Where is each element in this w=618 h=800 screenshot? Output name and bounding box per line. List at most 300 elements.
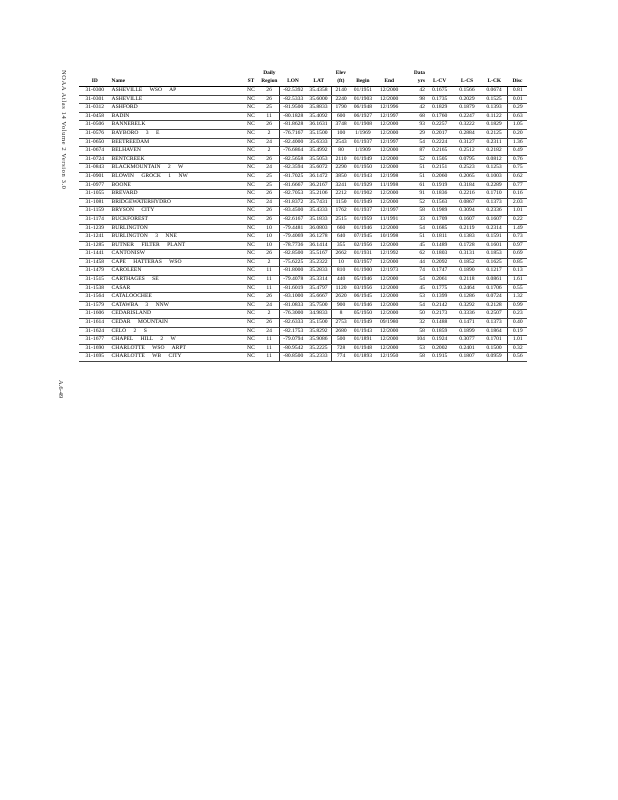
l-ck-value: 0.1003: [481, 172, 508, 181]
data-end: 12/1997: [376, 207, 403, 216]
data-begin: 01/1929: [350, 181, 375, 190]
disc-value: 0.16: [508, 190, 527, 199]
table-row: [79, 293, 527, 302]
station-lat: 35.6000: [306, 95, 331, 104]
l-ck-value: 0.1500: [481, 344, 508, 353]
l-ck-value: 0.2289: [481, 181, 508, 190]
station-id: 31-1606: [79, 310, 111, 319]
disc-value: 1.05: [508, 121, 527, 130]
daily-region: 26: [259, 95, 280, 104]
data-begin: 01/1943: [350, 172, 375, 181]
station-state: NC: [243, 301, 259, 310]
disc-value: 1.01: [508, 336, 527, 345]
station-lat: 35.7431: [306, 198, 331, 207]
station-id: 31-1174: [79, 215, 111, 224]
l-cs-value: 0.1728: [453, 241, 480, 250]
station-state: NC: [243, 164, 259, 173]
station-id: 31-1081: [79, 198, 111, 207]
l-ck-value: 0.0959: [481, 353, 508, 362]
data-end: 12/1973: [376, 267, 403, 276]
table-row: [79, 164, 527, 173]
data-years: 61: [403, 181, 426, 190]
station-state: NC: [243, 181, 259, 190]
station-lon: -81.6019: [280, 284, 306, 293]
station-id: 31-0977: [79, 181, 111, 190]
station-elev: 600: [331, 112, 350, 121]
station-name: BENTCREEK: [111, 155, 244, 164]
table-row: [79, 215, 527, 224]
disc-value: 0.23: [508, 310, 527, 319]
station-lon: -82.4000: [280, 138, 306, 147]
l-cs-value: 0.2401: [453, 344, 480, 353]
station-lat: 36.0803: [306, 224, 331, 233]
daily-region: 10: [259, 241, 280, 250]
station-lat: 36.1278: [306, 233, 331, 242]
daily-region: 26: [259, 155, 280, 164]
l-ck-value: 0.1373: [481, 198, 508, 207]
data-years: 91: [403, 190, 426, 199]
station-lon: -82.6167: [280, 215, 306, 224]
data-years: 29: [403, 129, 426, 138]
l-cs-value: 0.3131: [453, 250, 480, 259]
table-row: [79, 112, 527, 121]
l-ck-value: 0.2125: [481, 129, 508, 138]
table-row: [79, 207, 527, 216]
station-state: NC: [243, 310, 259, 319]
station-state: NC: [243, 267, 259, 276]
l-cv-value: 0.2061: [426, 276, 453, 285]
data-end: 12/2000: [376, 327, 403, 336]
data-years: 54: [403, 138, 426, 147]
daily-region: 11: [259, 112, 280, 121]
data-end: 12/2000: [376, 258, 403, 267]
data-end: 12/2000: [376, 293, 403, 302]
table-row: [79, 258, 527, 267]
data-years: 54: [403, 301, 426, 310]
l-cv-value: 0.1488: [426, 319, 453, 328]
l-cs-value: 0.1566: [453, 87, 480, 96]
l-cv-value: 0.1399: [426, 293, 453, 302]
station-state: NC: [243, 250, 259, 259]
daily-region: 10: [259, 224, 280, 233]
data-end: 12/1997: [376, 112, 403, 121]
l-cv-value: 0.1775: [426, 284, 453, 293]
data-end: 12/2000: [376, 129, 403, 138]
station-name: BLACKMOUNTAIN 2 W: [111, 164, 244, 173]
data-begin: 01/1949: [350, 198, 375, 207]
station-id: 31-0301: [79, 95, 111, 104]
disc-value: 0.19: [508, 327, 527, 336]
daily-region: 26: [259, 215, 280, 224]
data-begin: 01/1908: [350, 121, 375, 130]
station-lon: -81.7025: [280, 172, 306, 181]
l-ck-value: 0.1853: [481, 250, 508, 259]
station-elev: 8: [331, 310, 350, 319]
daily-region: 26: [259, 121, 280, 130]
station-id: 31-0901: [79, 172, 111, 181]
daily-region: 26: [259, 190, 280, 199]
station-name: BLOWIN GROCK 1 NW: [111, 172, 244, 181]
data-years: 51: [403, 172, 426, 181]
disc-value: 0.49: [508, 147, 527, 156]
data-end: 12/2000: [376, 121, 403, 130]
data-begin: 01/1943: [350, 327, 375, 336]
data-begin: 01/1950: [350, 164, 375, 173]
station-lat: 35.1500: [306, 129, 331, 138]
station-elev: 500: [331, 336, 350, 345]
l-ck-value: 0.0812: [481, 155, 508, 164]
station-lon: -80.1828: [280, 112, 306, 121]
station-elev: 3748: [331, 121, 350, 130]
region-header: Region: [259, 78, 280, 87]
l-ck-value: 0.1829: [481, 121, 508, 130]
l-cs-value: 0.3127: [453, 138, 480, 147]
station-lat: 36.2167: [306, 181, 331, 190]
disc-value: 0.81: [508, 87, 527, 96]
station-state: NC: [243, 121, 259, 130]
data-years: 45: [403, 241, 426, 250]
station-lon: -82.5333: [280, 95, 306, 104]
l-cs-value: 0.2118: [453, 276, 480, 285]
station-state: NC: [243, 190, 259, 199]
station-id: 31-1441: [79, 250, 111, 259]
station-elev: 640: [331, 233, 350, 242]
table-row: [79, 267, 527, 276]
station-name: CELO 2 S: [111, 327, 244, 336]
l-cs-value: 0.3336: [453, 310, 480, 319]
station-elev: 900: [331, 301, 350, 310]
data-begin: 01/1893: [350, 353, 375, 362]
station-state: NC: [243, 155, 259, 164]
l-ck-value: 0.1706: [481, 284, 508, 293]
station-lat: 35.4992: [306, 147, 331, 156]
lat-header: LAT: [306, 78, 331, 87]
l-cs-value: 0.2119: [453, 224, 480, 233]
station-id: 31-0724: [79, 155, 111, 164]
station-name: BANNERELK: [111, 121, 244, 130]
disc-value: 0.63: [508, 112, 527, 121]
data-end: 12/2000: [376, 310, 403, 319]
daily-region: 11: [259, 353, 280, 362]
l-ck-value: 0.1393: [481, 104, 508, 113]
daily-region: 11: [259, 344, 280, 353]
station-lat: 35.1500: [306, 319, 331, 328]
station-elev: 2110: [331, 155, 350, 164]
l-cs-value: 0.3094: [453, 207, 480, 216]
station-state: NC: [243, 138, 259, 147]
station-name: CHARLOTTE WSO ARPT: [111, 344, 244, 353]
daily-region: 24: [259, 198, 280, 207]
station-name: CARTHAGES SE: [111, 276, 244, 285]
data-end: 12/1998: [376, 172, 403, 181]
l-ck-value: 0.2311: [481, 138, 508, 147]
station-lon: -81.8000: [280, 267, 306, 276]
station-lat: 35.4092: [306, 112, 331, 121]
data-years: 51: [403, 164, 426, 173]
l-cv-value: 0.1489: [426, 241, 453, 250]
data-years: 33: [403, 215, 426, 224]
daily-region: 25: [259, 104, 280, 113]
station-elev: 100: [331, 129, 350, 138]
station-id: 31-1564: [79, 293, 111, 302]
data-begin: 03/1957: [350, 258, 375, 267]
data-years: 58: [403, 207, 426, 216]
station-lat: 35.2833: [306, 267, 331, 276]
l-cs-value: 0.2512: [453, 147, 480, 156]
l-cv-value: 0.2257: [426, 121, 453, 130]
station-lon: -76.7167: [280, 129, 306, 138]
station-name: CATALOOCHEE: [111, 293, 244, 302]
daily-region: 25: [259, 172, 280, 181]
l-cs-value: 0.1383: [453, 233, 480, 242]
table-row: [79, 181, 527, 190]
station-lat: 35.2322: [306, 258, 331, 267]
station-lat: 35.4333: [306, 207, 331, 216]
station-lon: -81.9500: [280, 104, 306, 113]
daily-region: 11: [259, 336, 280, 345]
l-cv-value: 0.2002: [426, 344, 453, 353]
station-name: CAROLEEN: [111, 267, 244, 276]
table-row: [79, 104, 527, 113]
station-state: NC: [243, 129, 259, 138]
data-end: 12/2000: [376, 224, 403, 233]
station-rows: [79, 87, 527, 362]
station-lon: -81.0833: [280, 301, 306, 310]
daily-header: Daily: [263, 70, 276, 77]
atlas-volume-label: NOAA Atlas 14 Volume 2 Version 3.0: [60, 70, 67, 190]
l-ck-value: 0.2314: [481, 224, 508, 233]
station-lat: 35.6072: [306, 164, 331, 173]
l-cs-value: 0.2029: [453, 95, 480, 104]
table-row: [79, 121, 527, 130]
station-id: 31-1159: [79, 207, 111, 216]
disc-value: 0.62: [508, 172, 527, 181]
disc-value: 0.97: [508, 241, 527, 250]
data-years: 104: [403, 336, 426, 345]
l-ck-value: 0.2507: [481, 310, 508, 319]
station-name: CATAWBA 3 NNW: [111, 301, 244, 310]
station-state: NC: [243, 172, 259, 181]
l-cs-value: 0.1607: [453, 215, 480, 224]
station-name: ASHFORD: [111, 104, 244, 113]
table-row: [79, 327, 527, 336]
table-row: [79, 250, 527, 259]
station-elev: 2240: [331, 95, 350, 104]
l-cs-value: 0.0867: [453, 198, 480, 207]
data-begin: 01/1946: [350, 301, 375, 310]
station-state: NC: [243, 198, 259, 207]
station-id: 31-0650: [79, 138, 111, 147]
station-state: NC: [243, 233, 259, 242]
l-cv-value: 0.2092: [426, 258, 453, 267]
st-header: ST: [243, 78, 259, 87]
disc-value: 0.77: [508, 181, 527, 190]
station-id: 31-1515: [79, 276, 111, 285]
station-name: CAPE HATTERAS WSO: [111, 258, 244, 267]
data-begin: 02/1956: [350, 241, 375, 250]
station-name: ASHEVILLE: [111, 95, 244, 104]
station-lat: 35.5053: [306, 155, 331, 164]
data-begin: 01/1900: [350, 267, 375, 276]
l-cs-value: 0.0795: [453, 155, 480, 164]
station-id: 31-0674: [79, 147, 111, 156]
station-elev: 2662: [331, 250, 350, 259]
station-lat: 35.9086: [306, 336, 331, 345]
table-row: [79, 284, 527, 293]
station-elev: 1150: [331, 198, 350, 207]
station-lon: -81.8372: [280, 198, 306, 207]
station-lat: 35.8292: [306, 327, 331, 336]
station-lat: 35.2106: [306, 190, 331, 199]
l-cv-value: 0.1924: [426, 336, 453, 345]
station-elev: 2140: [331, 87, 350, 96]
data-end: 12/2000: [376, 336, 403, 345]
header-row: [79, 78, 527, 87]
station-lon: -81.6667: [280, 181, 306, 190]
data-header: Data: [413, 70, 425, 77]
station-id: 31-1239: [79, 224, 111, 233]
station-state: NC: [243, 104, 259, 113]
data-end: 12/2000: [376, 344, 403, 353]
data-begin: 01/1951: [350, 87, 375, 96]
station-state: NC: [243, 336, 259, 345]
station-state: NC: [243, 241, 259, 250]
station-state: NC: [243, 284, 259, 293]
station-id: 31-1690: [79, 344, 111, 353]
station-lon: -80.8500: [280, 353, 306, 362]
station-lat: 34.9833: [306, 310, 331, 319]
station-state: NC: [243, 215, 259, 224]
data-end: 12/2000: [376, 241, 403, 250]
daily-region: 24: [259, 327, 280, 336]
l-cv-value: 0.1675: [426, 87, 453, 96]
disc-value: 0.01: [508, 95, 527, 104]
l-cv-value: 0.2142: [426, 301, 453, 310]
station-name: BURLINGTON 3 NNE: [111, 233, 244, 242]
l-ck-value: 0.0724: [481, 293, 508, 302]
disc-value: 0.13: [508, 267, 527, 276]
daily-region: 26: [259, 87, 280, 96]
daily-region: 10: [259, 233, 280, 242]
l-ck-value: 0.1625: [481, 258, 508, 267]
daily-region: 2: [259, 310, 280, 319]
table-row: [79, 233, 527, 242]
station-id: 31-1624: [79, 327, 111, 336]
l-cv-value: 0.1685: [426, 224, 453, 233]
l-cs-value: 0.3292: [453, 301, 480, 310]
table-row: [79, 87, 527, 96]
daily-region: 11: [259, 276, 280, 285]
station-id: 31-1479: [79, 267, 111, 276]
l-cs-value: 0.1899: [453, 327, 480, 336]
l-cs-value: 0.1890: [453, 267, 480, 276]
disc-value: 0.85: [508, 258, 527, 267]
station-name: BURLINGTON: [111, 224, 244, 233]
station-lon: -82.1753: [280, 327, 306, 336]
station-name: BAYBORO 3 E: [111, 129, 244, 138]
station-elev: 810: [331, 267, 350, 276]
station-table: [79, 70, 527, 362]
station-elev: 774: [331, 353, 350, 362]
station-lat: 36.1472: [306, 172, 331, 181]
station-id: 31-1695: [79, 353, 111, 362]
disc-value: 0.75: [508, 164, 527, 173]
data-years: 98: [403, 95, 426, 104]
data-begin: 01/1946: [350, 224, 375, 233]
station-id: 31-0576: [79, 129, 111, 138]
station-lat: 35.2225: [306, 344, 331, 353]
data-years: 54: [403, 224, 426, 233]
station-lat: 35.4797: [306, 284, 331, 293]
daily-region: 26: [259, 319, 280, 328]
data-end: 12/2000: [376, 164, 403, 173]
data-end: 12/2000: [376, 155, 403, 164]
data-begin: 06/1927: [350, 112, 375, 121]
l-ck-value: 0.1710: [481, 190, 508, 199]
data-years: 51: [403, 233, 426, 242]
data-end: 12/1950: [376, 353, 403, 362]
lcv-header: L-CV: [426, 78, 453, 87]
data-begin: 03/1956: [350, 284, 375, 293]
station-state: NC: [243, 258, 259, 267]
daily-region: 24: [259, 301, 280, 310]
l-cv-value: 0.2165: [426, 147, 453, 156]
station-lon: -82.5392: [280, 87, 306, 96]
station-elev: 2290: [331, 164, 350, 173]
station-state: NC: [243, 344, 259, 353]
data-years: 62: [403, 250, 426, 259]
data-years: 32: [403, 319, 426, 328]
table-row: [79, 276, 527, 285]
disc-value: 0.32: [508, 344, 527, 353]
station-lon: -75.6225: [280, 258, 306, 267]
station-name: CHAPEL HILL 2 W: [111, 336, 244, 345]
table-row: [79, 129, 527, 138]
station-lon: -79.4481: [280, 224, 306, 233]
data-years: 87: [403, 147, 426, 156]
station-lon: -79.4078: [280, 276, 306, 285]
data-end: 12/2000: [376, 198, 403, 207]
data-years: 50: [403, 310, 426, 319]
l-cs-value: 0.1852: [453, 258, 480, 267]
data-begin: 05/1950: [350, 310, 375, 319]
station-id: 31-1241: [79, 233, 111, 242]
name-header: Name: [111, 78, 244, 87]
l-ck-value: 0.1864: [481, 327, 508, 336]
disc-value: 1.61: [508, 276, 527, 285]
data-begin: 01/1903: [350, 95, 375, 104]
data-end: 12/2000: [376, 276, 403, 285]
l-cs-value: 0.3222: [453, 121, 480, 130]
station-name: BUTNER FILTER PLANT: [111, 241, 244, 250]
station-lon: -81.8628: [280, 121, 306, 130]
header-row-top: [79, 70, 527, 78]
station-lat: 35.7500: [306, 301, 331, 310]
l-cs-value: 0.2884: [453, 129, 480, 138]
lcs-header: L-CS: [453, 78, 480, 87]
station-id: 31-0506: [79, 121, 111, 130]
station-id: 31-1614: [79, 319, 111, 328]
l-cv-value: 0.2017: [426, 129, 453, 138]
data-begin: 01/1948: [350, 344, 375, 353]
disc-value: 0.22: [508, 215, 527, 224]
data-years: 42: [403, 87, 426, 96]
station-lon: -76.3000: [280, 310, 306, 319]
station-id: 31-0843: [79, 164, 111, 173]
station-elev: 440: [331, 276, 350, 285]
station-name: BELHAVEN: [111, 147, 244, 156]
disc-value: 0.20: [508, 129, 527, 138]
